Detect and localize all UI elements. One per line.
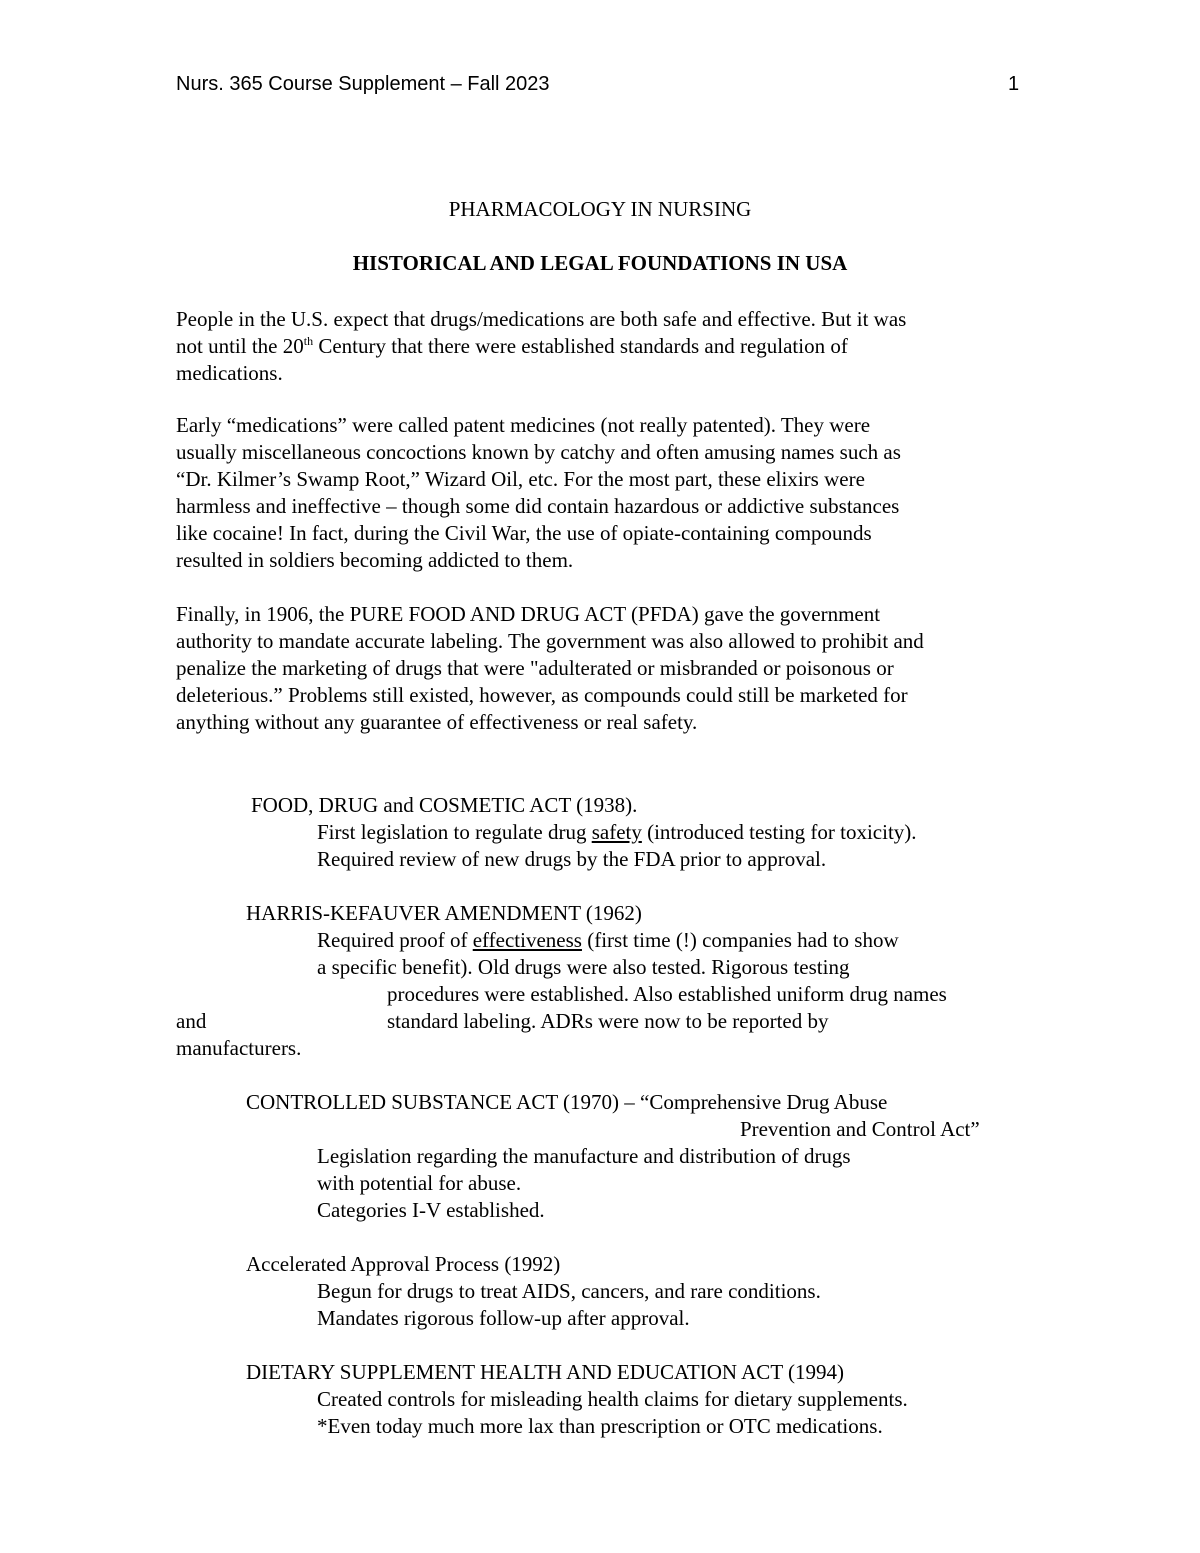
page-number: 1	[1008, 73, 1020, 95]
paragraph-line: penalize the marketing of drugs that were "adulterated or misbranded or poisonous or	[176, 656, 894, 680]
intro-line: People in the U.S. expect that drugs/medications are both safe and effective. But it was	[176, 307, 907, 331]
running-header: Nurs. 365 Course Supplement – Fall 2023	[176, 73, 550, 95]
paragraph-line: deleterious.” Problems still existed, however, as compounds could still be marketed for	[176, 683, 908, 707]
dshea-heading: DIETARY SUPPLEMENT HEALTH AND EDUCATION ACT (1994)	[246, 1360, 844, 1384]
harris-line: manufacturers.	[176, 1036, 302, 1060]
underlined-term: effectiveness	[472, 928, 582, 952]
aap-line: Begun for drugs to treat AIDS, cancers, and rare conditions.	[317, 1279, 821, 1303]
fdca-line: Required review of new drugs by the FDA prior to approval.	[317, 847, 827, 871]
ordinal-superscript: th	[303, 334, 314, 348]
aap-heading: Accelerated Approval Process (1992)	[246, 1252, 561, 1276]
fdca-text: First legislation to regulate drug	[317, 820, 592, 844]
harris-text: (first time (!) companies had to show	[581, 928, 899, 952]
pfda-paragraph	[176, 601, 1036, 736]
paragraph-line: authority to mandate accurate labeling. The government was also allowed to prohibit and	[176, 629, 924, 653]
fdca-heading: FOOD, DRUG and COSMETIC ACT (1938).	[251, 793, 638, 817]
intro-line: medications.	[176, 361, 283, 385]
patent-medicines-paragraph	[176, 412, 1036, 574]
intro-text: Century that there were established standards and regulation of	[313, 334, 848, 358]
paragraph-line: like cocaine! In fact, during the Civil War, the use of opiate-containing compounds	[176, 521, 872, 545]
intro-line	[176, 333, 1036, 360]
harris-line: procedures were established. Also established uniform drug names	[387, 982, 947, 1006]
paragraph-line: Finally, in 1906, the PURE FOOD AND DRUG ACT (PFDA) gave the government	[176, 602, 881, 626]
csa-heading-continued: Prevention and Control Act”	[740, 1117, 980, 1141]
dshea-line: *Even today much more lax than prescription or OTC medications.	[317, 1414, 883, 1438]
harris-line-wrap-word: and	[176, 1009, 207, 1033]
aap-line: Mandates rigorous follow-up after approval.	[317, 1306, 690, 1330]
csa-line: Categories I-V established.	[317, 1198, 545, 1222]
harris-heading: HARRIS-KEFAUVER AMENDMENT (1962)	[246, 901, 642, 925]
intro-text: not until the 20	[176, 334, 304, 358]
paragraph-line: “Dr. Kilmer’s Swamp Root,” Wizard Oil, etc. For the most part, these elixirs were	[176, 467, 865, 491]
harris-line	[317, 927, 899, 954]
csa-line: Legislation regarding the manufacture and distribution of drugs	[317, 1144, 851, 1168]
harris-line: standard labeling. ADRs were now to be reported by	[387, 1009, 829, 1033]
document-subtitle: HISTORICAL AND LEGAL FOUNDATIONS IN USA	[352, 251, 848, 275]
dshea-line: Created controls for misleading health claims for dietary supplements.	[317, 1387, 908, 1411]
fdca-line	[317, 819, 917, 846]
paragraph-line: usually miscellaneous concoctions known by catchy and often amusing names such as	[176, 440, 901, 464]
fdca-text: (introduced testing for toxicity).	[641, 820, 917, 844]
harris-text: Required proof of	[317, 928, 473, 952]
paragraph-line: Early “medications” were called patent medicines (not really patented). They were	[176, 413, 871, 437]
harris-line: a specific benefit). Old drugs were also tested. Rigorous testing	[317, 955, 850, 979]
document-title: PHARMACOLOGY IN NURSING	[448, 197, 752, 221]
paragraph-line: harmless and ineffective – though some did contain hazardous or addictive substances	[176, 494, 900, 518]
csa-line: with potential for abuse.	[317, 1171, 522, 1195]
underlined-term: safety	[591, 820, 642, 844]
paragraph-line: resulted in soldiers becoming addicted to them.	[176, 548, 574, 572]
paragraph-line: anything without any guarantee of effectiveness or real safety.	[176, 710, 698, 734]
intro-paragraph	[176, 306, 1036, 387]
csa-heading: CONTROLLED SUBSTANCE ACT (1970) – “Comprehensive Drug Abuse	[246, 1090, 888, 1114]
